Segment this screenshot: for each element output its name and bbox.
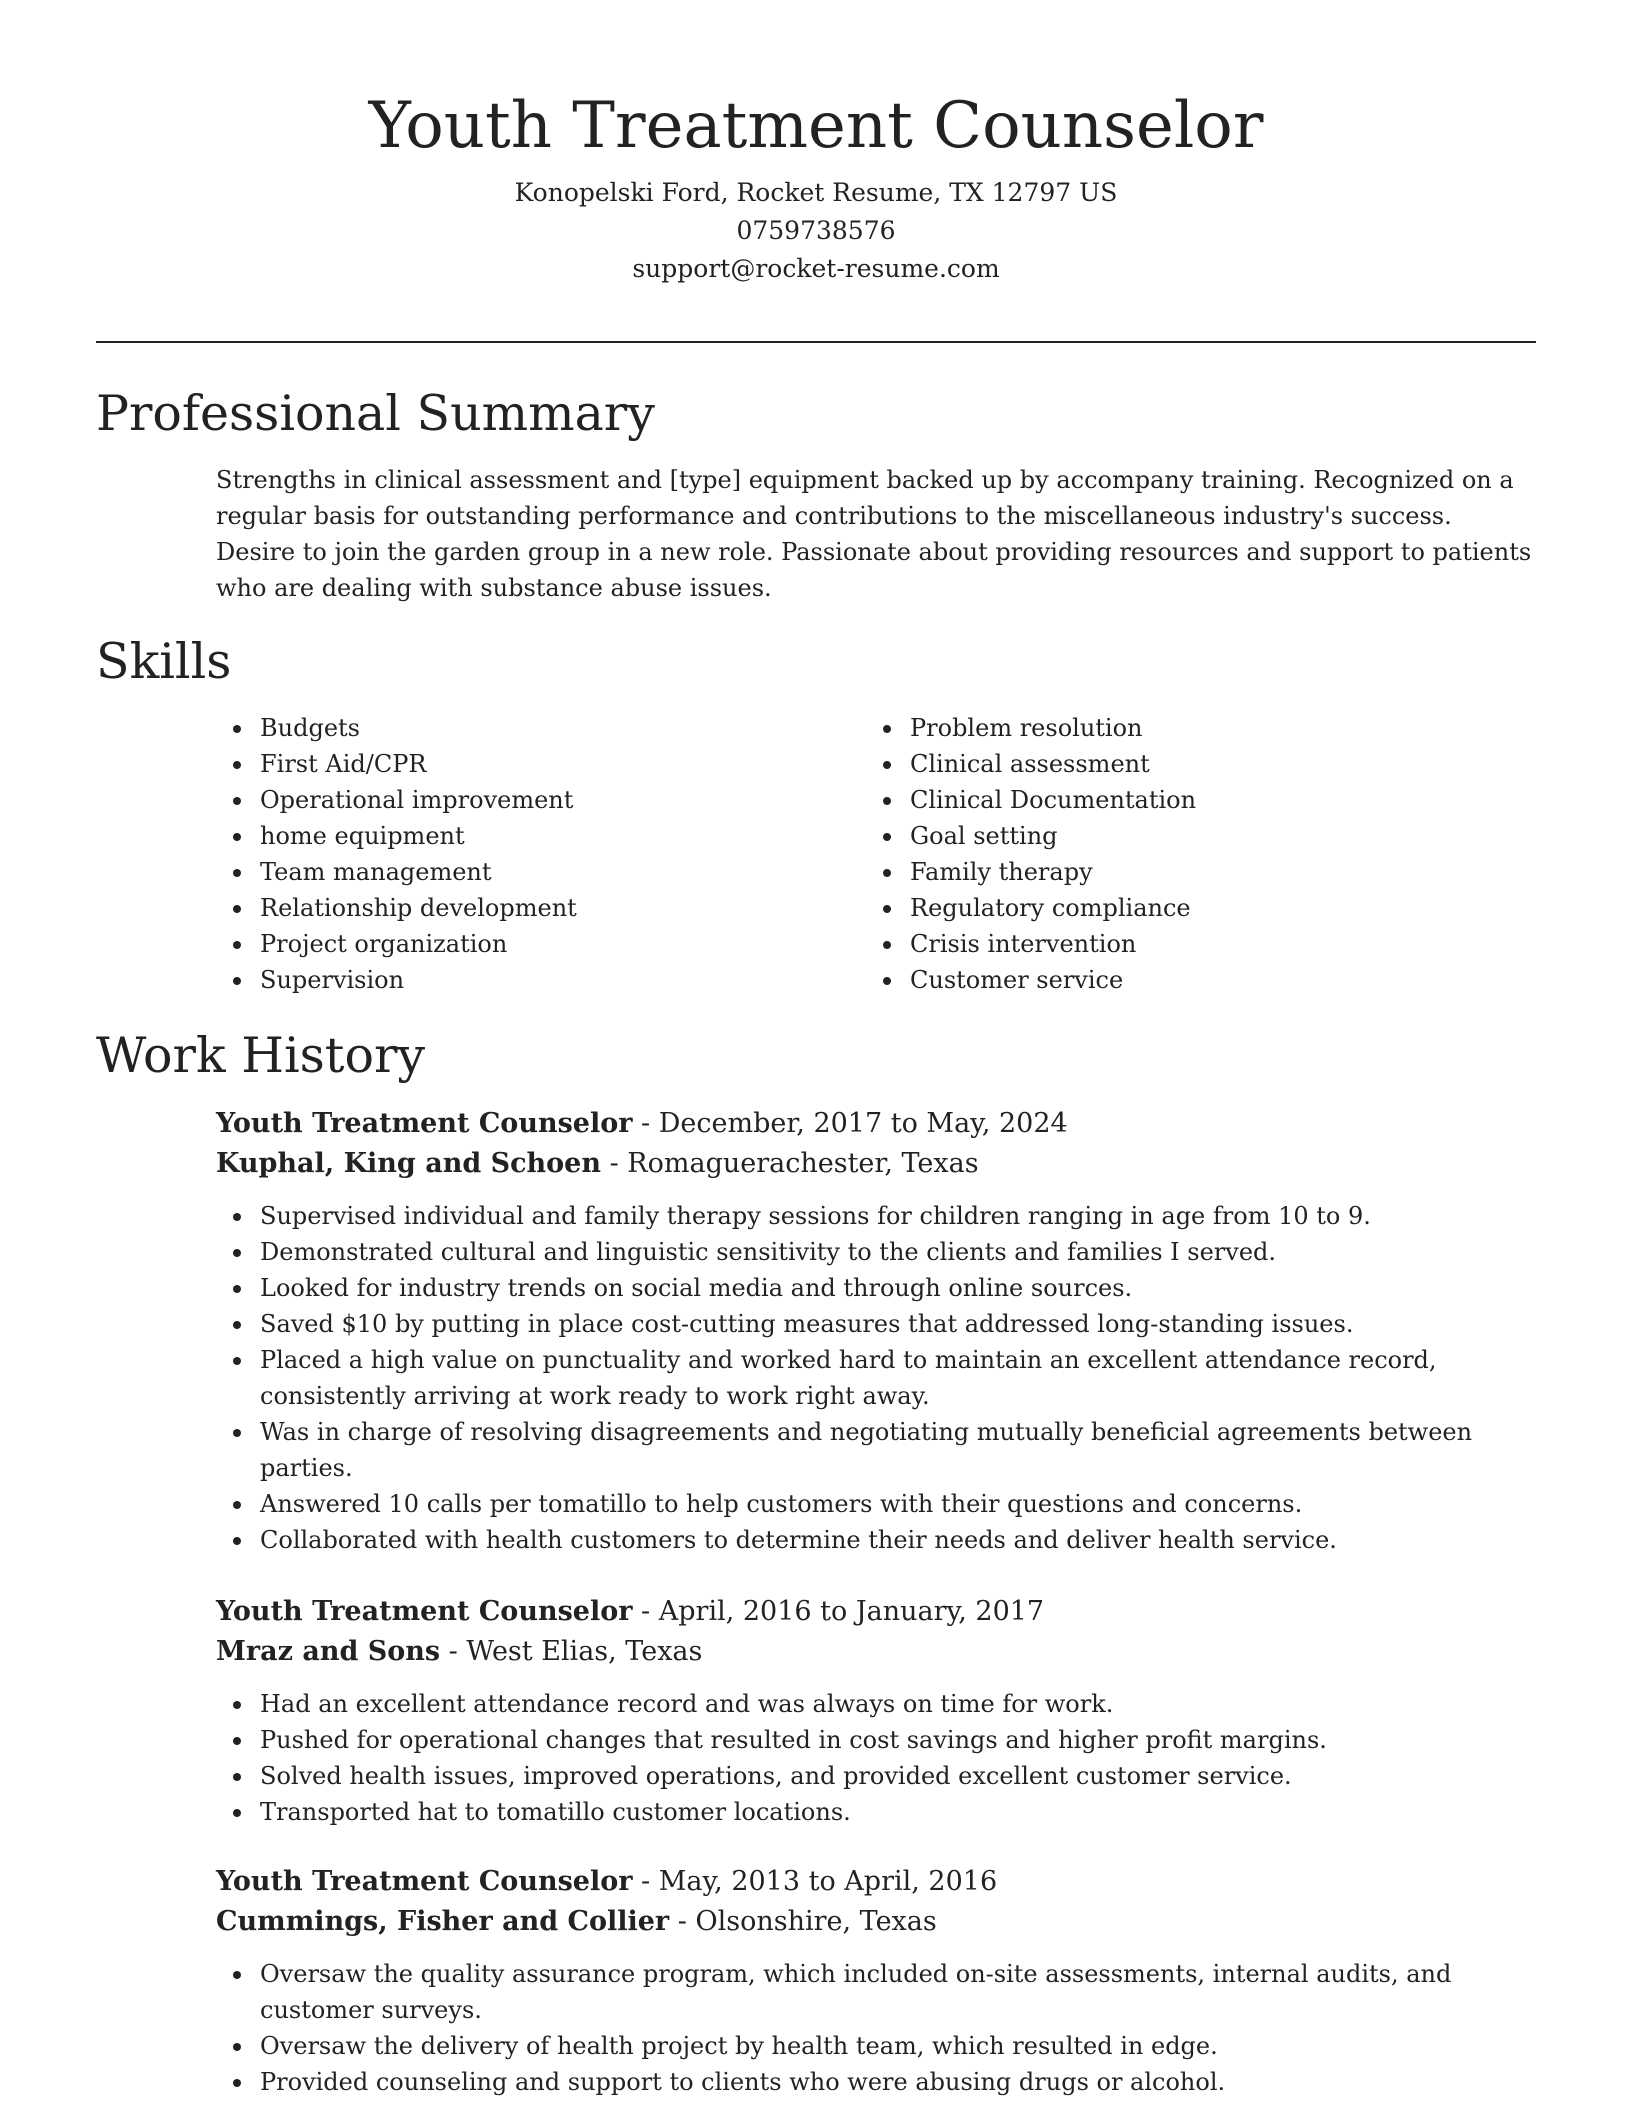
summary-text: Strengths in clinical assessment and [type] equipment backed up by accompany training. Recognized on a regular basis for outstanding performance and contributions to the miscellaneous industry's success. Desire to join the garden group in a new role. Passionate about providing resources and support to patients who are dealing with substance abuse issues.: [216, 466, 1532, 602]
skill-item: Team management: [216, 854, 816, 890]
job-company: Cummings, Fisher and Collier: [216, 1906, 670, 1937]
skill-item: Regulatory compliance: [866, 890, 1466, 926]
skill-item: Project organization: [216, 926, 816, 962]
job-bullet: Had an excellent attendance record and was always on time for work.: [216, 1686, 1536, 1722]
job-bullet: Looked for industry trends on social media and through online sources.: [216, 1270, 1536, 1306]
resume-header: [96, 78, 1536, 288]
skills-heading: Skills: [96, 633, 232, 690]
job-bullet: Demonstrated cultural and linguistic sensitivity to the clients and families I served.: [216, 1234, 1536, 1270]
job-dates: December, 2017 to May, 2024: [658, 1108, 1068, 1139]
job-bullet: Pushed for operational changes that resulted in cost savings and higher profit margins.: [216, 1722, 1536, 1758]
job-bullet: Supervised individual and family therapy sessions for children ranging in age from 10 to 9.: [216, 1198, 1536, 1234]
job-company: Mraz and Sons: [216, 1636, 441, 1667]
job-company-line: Kuphal, King and Schoen - Romaguerachester, Texas: [216, 1148, 979, 1179]
skill-item: Clinical assessment: [866, 746, 1466, 782]
work-history-heading: Work History: [96, 1027, 426, 1084]
candidate-name: Youth Treatment Counselor: [368, 89, 1264, 163]
job-bullet: Saved $10 by putting in place cost-cutting measures that addressed long-standing issues.: [216, 1306, 1536, 1342]
skill-item: Relationship development: [216, 890, 816, 926]
contact-email: support@rocket-resume.com: [632, 254, 1000, 283]
job-title: Youth Treatment Counselor: [216, 1108, 633, 1139]
skill-item: Problem resolution: [866, 710, 1466, 746]
skills-column-left: [216, 710, 816, 998]
job-location: West Elias, Texas: [466, 1636, 703, 1667]
job-bullet: Transported hat to tomatillo customer locations.: [216, 1794, 1536, 1830]
job-bullet: Placed a high value on punctuality and worked hard to maintain an excellent attendance record, consistently arriving at work ready to work right away.: [216, 1342, 1536, 1414]
job-bullet: Answered 10 calls per tomatillo to help customers with their questions and concerns.: [216, 1486, 1536, 1522]
job-title: Youth Treatment Counselor: [216, 1596, 633, 1627]
skill-item: Family therapy: [866, 854, 1466, 890]
job-entry: [216, 1104, 1536, 1558]
job-title: Youth Treatment Counselor: [216, 1866, 633, 1897]
job-location: Olsonshire, Texas: [695, 1906, 937, 1937]
skill-item: Budgets: [216, 710, 816, 746]
job-title-line: Youth Treatment Counselor - May, 2013 to April, 2016: [216, 1866, 998, 1897]
summary-heading: Professional Summary: [96, 385, 655, 442]
job-company-line: Mraz and Sons - West Elias, Texas: [216, 1636, 703, 1667]
job-entry: [216, 1592, 1536, 1830]
job-bullet: Oversaw the delivery of health project by health team, which resulted in edge.: [216, 2028, 1536, 2064]
skill-item: Operational improvement: [216, 782, 816, 818]
skill-item: First Aid/CPR: [216, 746, 816, 782]
skill-item: Customer service: [866, 962, 1466, 998]
skill-item: Crisis intervention: [866, 926, 1466, 962]
job-company: Kuphal, King and Schoen: [216, 1148, 601, 1179]
job-bullet: Collaborated with health customers to determine their needs and deliver health service.: [216, 1522, 1536, 1558]
job-bullet: Oversaw the quality assurance program, which included on-site assessments, internal audits, and customer surveys.: [216, 1956, 1536, 2028]
job-entry: [216, 1862, 1536, 2100]
skill-item: home equipment: [216, 818, 816, 854]
skill-item: Supervision: [216, 962, 816, 998]
skill-item: Goal setting: [866, 818, 1466, 854]
job-bullet: Solved health issues, improved operations, and provided excellent customer service.: [216, 1758, 1536, 1794]
job-dates: April, 2016 to January, 2017: [658, 1596, 1045, 1627]
job-bullet: Was in charge of resolving disagreements and negotiating mutually beneficial agreements between parties.: [216, 1414, 1536, 1486]
job-bullet: Provided counseling and support to clients who were abusing drugs or alcohol.: [216, 2064, 1536, 2100]
contact-address: Konopelski Ford, Rocket Resume, TX 12797 US: [514, 178, 1118, 207]
header-divider: [96, 341, 1536, 343]
contact-phone: 0759738576: [736, 216, 896, 245]
job-location: Romaguerachester, Texas: [627, 1148, 979, 1179]
job-company-line: Cummings, Fisher and Collier - Olsonshire, Texas: [216, 1906, 937, 1937]
job-dates: May, 2013 to April, 2016: [658, 1866, 998, 1897]
skills-column-right: [866, 710, 1466, 998]
skill-item: Clinical Documentation: [866, 782, 1466, 818]
job-title-line: Youth Treatment Counselor - April, 2016 to January, 2017: [216, 1596, 1045, 1627]
job-title-line: Youth Treatment Counselor - December, 2017 to May, 2024: [216, 1108, 1068, 1139]
